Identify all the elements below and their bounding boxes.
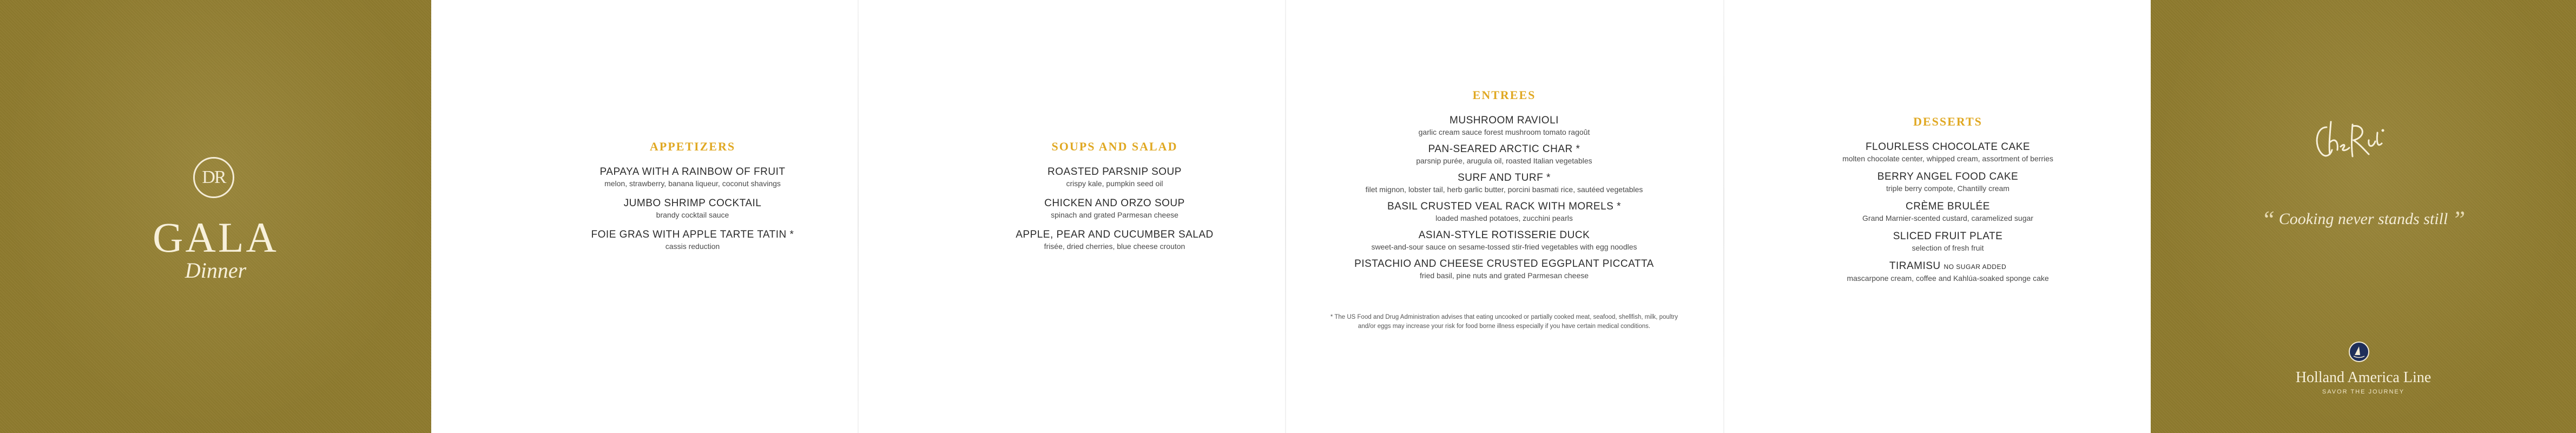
menu-item (1288, 143, 1721, 166)
dish-name: PAN-SEARED ARCTIC CHAR * (1428, 143, 1580, 155)
menu-item (898, 197, 1331, 220)
dish-name: JUMBO SHRIMP COCKTAIL (623, 198, 762, 209)
menu-item (1731, 260, 2164, 283)
dish-name-text: TIRAMISU (1889, 260, 1941, 272)
chef-signature-icon (2310, 116, 2386, 165)
section-title: APPETIZERS (649, 140, 736, 153)
open-quote-icon: “ (2261, 206, 2275, 233)
menu-item (1731, 141, 2164, 163)
cover-title: GALA (153, 214, 279, 261)
dish-description: garlic cream sauce forest mushroom tomato ragoût (1418, 128, 1590, 136)
dish-name: FLOURLESS CHOCOLATE CAKE (1865, 141, 2031, 153)
dish-description: triple berry compote, Chantilly cream (1886, 184, 2010, 193)
fda-disclaimer (1277, 313, 1731, 331)
dish-description: spinach and grated Parmesan cheese (1051, 211, 1178, 219)
menu-item (1288, 229, 1721, 252)
dish-name: FOIE GRAS WITH APPLE TARTE TATIN * (591, 229, 794, 240)
brand-name: Holland America Line (2295, 369, 2432, 386)
dish-note: NO SUGAR ADDED (1943, 263, 2007, 271)
dish-name: MUSHROOM RAVIOLI (1450, 115, 1559, 126)
dish-name: SURF AND TURF * (1458, 172, 1551, 183)
brand-tagline: SAVOR THE JOURNEY (2322, 389, 2405, 395)
dish-name: CRÈME BRULÉE (1906, 201, 1990, 212)
entrees-section (1288, 88, 1721, 286)
dish-description: fried basil, pine nuts and grated Parmesan cheese (1419, 271, 1589, 280)
menu-item (476, 228, 909, 251)
dish-name: BASIL CRUSTED VEAL RACK WITH MORELS * (1387, 201, 1621, 212)
dr-logo-icon (193, 157, 234, 198)
dish-description: sweet-and-sour sauce on sesame-tossed stir-fried vegetables with egg noodles (1371, 242, 1637, 251)
close-quote-icon: ” (2452, 206, 2466, 233)
menu-item (1288, 200, 1721, 223)
dish-description: loaded mashed potatoes, zucchini pearls (1435, 214, 1573, 222)
dish-description: cassis reduction (665, 242, 720, 251)
holland-america-logo-icon (2348, 341, 2370, 363)
menu-item (898, 228, 1331, 251)
dish-description: selection of fresh fruit (1912, 244, 1984, 252)
dish-description: brandy cocktail sauce (656, 211, 729, 219)
dish-name: BERRY ANGEL FOOD CAKE (1877, 171, 2019, 182)
quote-text: Cooking never stands still (2278, 210, 2448, 228)
dish-name: CHICKEN AND ORZO SOUP (1044, 198, 1185, 209)
dish-description: filet mignon, lobster tail, herb garlic butter, porcini basmati rice, sautéed vegetables (1365, 185, 1643, 194)
menu-item (1288, 114, 1721, 137)
desserts-section (1731, 115, 2164, 290)
dish-description: Grand Marnier-scented custard, caramelized sugar (1862, 214, 2033, 222)
dish-description: frisée, dried cherries, blue cheese crouton (1044, 242, 1185, 251)
dish-name: PAPAYA WITH A RAINBOW OF FRUIT (599, 166, 786, 178)
soups-salad-section (898, 140, 1331, 260)
disclaimer-line: * The US Food and Drug Administration advises that eating uncooked or partially cooked meat, seafood, shellfish, milk, poultry (1330, 314, 1678, 320)
logo-text: DR (202, 167, 226, 187)
menu-item (476, 197, 909, 220)
dish-description: crispy kale, pumpkin seed oil (1066, 179, 1163, 188)
menu-item (476, 166, 909, 188)
section-title: DESSERTS (1913, 115, 1982, 128)
dish-description: mascarpone cream, coffee and Kahlúa-soaked sponge cake (1847, 274, 2049, 283)
dish-name: SLICED FRUIT PLATE (1893, 231, 2003, 242)
menu-item (1731, 170, 2164, 193)
menu-item (1731, 230, 2164, 253)
section-title: SOUPS AND SALAD (1051, 140, 1178, 153)
fold-line (1723, 0, 1724, 433)
appetizers-section (476, 140, 909, 260)
chef-quote (2151, 206, 2576, 233)
dish-name (1731, 260, 2164, 273)
dish-description: melon, strawberry, banana liqueur, coconut shavings (604, 179, 781, 188)
dish-description: molten chocolate center, whipped cream, assortment of berries (1842, 154, 2053, 163)
menu-item (898, 166, 1331, 188)
dish-name: ROASTED PARSNIP SOUP (1047, 166, 1182, 178)
dish-name: ASIAN-STYLE ROTISSERIE DUCK (1418, 229, 1590, 241)
cover-subtitle: Dinner (185, 258, 247, 283)
menu-item (1288, 258, 1721, 280)
dish-name: PISTACHIO AND CHEESE CRUSTED EGGPLANT PICCATTA (1354, 258, 1654, 270)
menu-item (1288, 172, 1721, 194)
section-title: ENTREES (1472, 88, 1536, 102)
front-cover-panel (0, 0, 431, 433)
disclaimer-line: and/or eggs may increase your risk for food borne illness especially if you have certain medical conditions. (1358, 323, 1651, 330)
dish-name: APPLE, PEAR AND CUCUMBER SALAD (1016, 229, 1214, 240)
dish-description: parsnip purée, arugula oil, roasted Italian vegetables (1416, 156, 1592, 165)
menu-item (1731, 200, 2164, 223)
